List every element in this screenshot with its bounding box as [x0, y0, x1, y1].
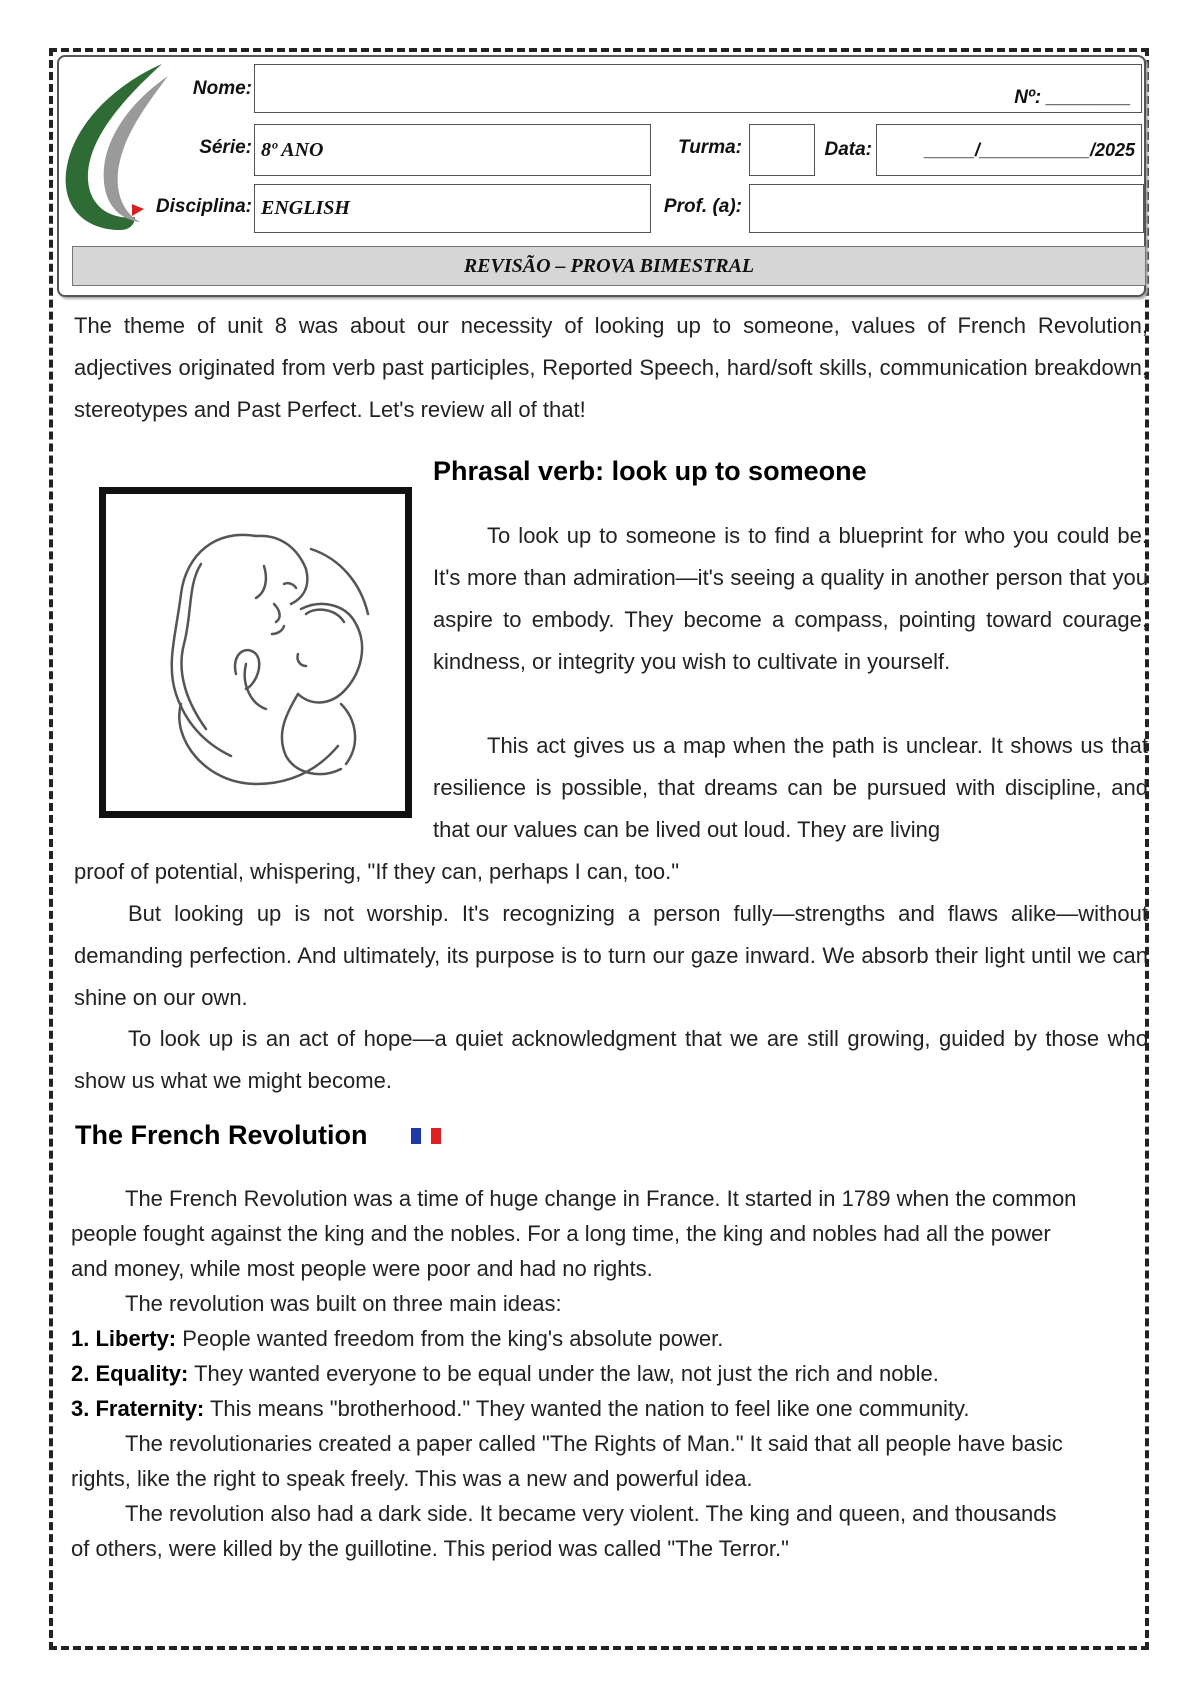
intro-paragraph: The theme of unit 8 was about our necessity of looking up to someone, values of French Revolution, adjectives originated from verb past participles, Reported Speech, hard/soft skills, communication breakdown, stereotypes and Past Perfect. Let's review all of that! [74, 313, 1148, 422]
fr-line: The French Revolution was a time of huge change in France. It started in 1789 when the common [125, 1186, 1077, 1211]
data-label: Data: [824, 139, 872, 160]
french-revolution-heading: The French Revolution [75, 1120, 368, 1150]
french-revolution-body [71, 1181, 1167, 1566]
phrasal-paragraph-1: To look up to someone is to find a blueprint for who you could be. It's more than admiration—it's seeing a quality in another person that you aspire to embody. They become a compass, pointing toward courage, kindness, or integrity you wish to cultivate in yourself. [433, 523, 1148, 674]
disciplina-value: ENGLISH [261, 197, 350, 219]
fr-line: The revolution also had a dark side. It became very violent. The king and queen, and thousands [125, 1501, 1057, 1526]
numero-label: Nº: ________ [1014, 87, 1131, 108]
phrasal-verb-heading: Phrasal verb: look up to someone [433, 456, 867, 486]
prof-field[interactable] [749, 184, 1144, 233]
fr-line: and money, while most people were poor and had no rights. [71, 1256, 653, 1281]
flag-white-stripe [421, 1128, 431, 1144]
fr-line: The revolution was built on three main ideas: [125, 1291, 562, 1316]
prof-label: Prof. (a): [663, 196, 742, 217]
nome-label: Nome: [192, 78, 252, 99]
phrasal-paragraph-2-continued: proof of potential, whispering, "If they can, perhaps I can, too." [74, 859, 680, 884]
phrasal-paragraph-2: This act gives us a map when the path is unclear. It shows us that resilience is possible, that dreams can be pursued with discipline, and that our values can be lived out loud. They are living [433, 733, 1148, 842]
data-value: _____/___________/2025 [924, 139, 1135, 160]
fr-line: people fought against the king and the nobles. For a long time, the king and nobles had all the power [71, 1221, 1051, 1246]
mother-child-illustration [106, 494, 405, 811]
fr-line: The revolutionaries created a paper called "The Rights of Man." It said that all people have basic [125, 1431, 1063, 1456]
phrasal-paragraph-3: But looking up is not worship. It's recognizing a person fully—strengths and flaws alike—without demanding perfection. And ultimately, its purpose is to turn our gaze inward. We absorb their light until we can shine on our own. [74, 901, 1148, 1010]
nome-field[interactable] [254, 64, 1142, 113]
data-field[interactable] [876, 124, 1142, 176]
serie-field[interactable] [254, 124, 651, 176]
phrasal-paragraph-4: To look up is an act of hope—a quiet acknowledgment that we are still growing, guided by those who show us what we might become. [74, 1026, 1148, 1093]
disciplina-field[interactable] [254, 184, 651, 233]
flag-blue-stripe [411, 1128, 421, 1144]
idea-liberty: 1. Liberty: People wanted freedom from the king's absolute power. [71, 1326, 724, 1351]
disciplina-label: Disciplina: [155, 196, 252, 217]
french-flag-icon [411, 1128, 441, 1144]
serie-label: Série: [199, 137, 252, 158]
fr-line: rights, like the right to speak freely. This was a new and powerful idea. [71, 1466, 753, 1491]
mother-child-image [99, 487, 412, 818]
turma-field[interactable] [749, 124, 815, 176]
idea-fraternity: 3. Fraternity: This means "brotherhood." They wanted the nation to feel like one community. [71, 1396, 970, 1421]
serie-value: 8º ANO [261, 138, 324, 161]
flag-red-stripe [431, 1128, 441, 1144]
fr-line: of others, were killed by the guillotine. This period was called "The Terror." [71, 1536, 789, 1561]
turma-label: Turma: [677, 137, 742, 158]
banner-title: REVISÃO – PROVA BIMESTRAL [72, 246, 1146, 286]
idea-equality: 2. Equality: They wanted everyone to be equal under the law, not just the rich and noble. [71, 1361, 939, 1386]
